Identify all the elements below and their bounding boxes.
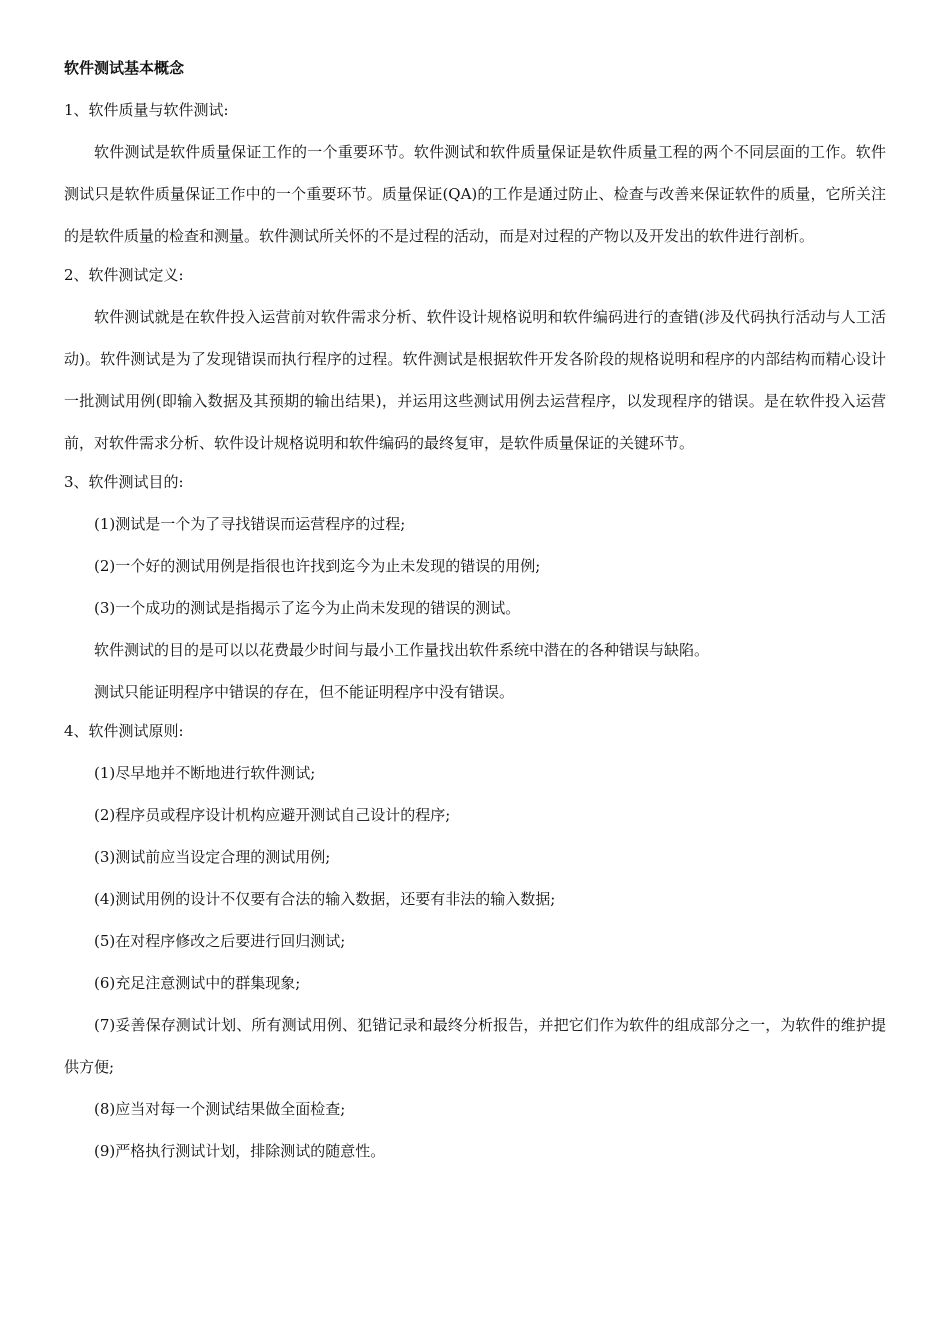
list-item: (4)测试用例的设计不仅要有合法的输入数据，还要有非法的输入数据; (94, 890, 556, 908)
list-item: (1)尽早地并不断地进行软件测试; (94, 764, 316, 782)
list-item: (8)应当对每一个测试结果做全面检查; (94, 1100, 346, 1118)
section-purpose (64, 470, 886, 713)
list-item: (3)测试前应当设定合理的测试用例; (94, 848, 331, 866)
list-item: (5)在对程序修改之后要进行回归测试; (94, 932, 346, 950)
section-heading: 4、软件测试原则: (64, 722, 184, 740)
list-item: (2)程序员或程序设计机构应避开测试自己设计的程序; (94, 806, 451, 824)
list-item: (3)一个成功的测试是指揭示了迄今为止尚未发现的错误的测试。 (94, 599, 521, 617)
purpose-list (64, 503, 886, 713)
section-paragraph: 软件测试是软件质量保证工作的一个重要环节。软件测试和软件质量保证是软件质量工程的两个不同层面的工作。软件测试只是软件质量保证工作中的一个重要环节。质量保证(QA)的工作是通过防止、检查与改善来保证软件的质量，它所关注的是软件质量的检查和测量。软件测试所关怀的不是过程的活动，而是对过程的产物以及开发出的软件进行剖析。 (64, 143, 886, 245)
section-heading: 1、软件质量与软件测试: (64, 101, 229, 119)
section-heading: 2、软件测试定义: (64, 266, 184, 284)
section-principles (64, 719, 886, 1172)
list-item: 测试只能证明程序中错误的存在，但不能证明程序中没有错误。 (94, 683, 515, 701)
list-item: (9)严格执行测试计划，排除测试的随意性。 (94, 1142, 386, 1160)
document-title: 软件测试基本概念 (64, 59, 185, 77)
section-definition (64, 263, 886, 464)
section-quality (64, 98, 886, 257)
list-item: (2)一个好的测试用例是指很也许找到迄今为止未发现的错误的用例; (94, 557, 541, 575)
list-item: (1)测试是一个为了寻找错误而运营程序的过程; (94, 515, 406, 533)
list-item: (6)充足注意测试中的群集现象; (94, 974, 301, 992)
list-item: 软件测试的目的是可以以花费最少时间与最小工作量找出软件系统中潜在的各种错误与缺陷。 (94, 641, 710, 659)
list-item: (7)妥善保存测试计划、所有测试用例、犯错记录和最终分析报告，并把它们作为软件的组成部分之一，为软件的维护提供方便; (64, 1016, 886, 1076)
section-paragraph: 软件测试就是在软件投入运营前对软件需求分析、软件设计规格说明和软件编码进行的查错(涉及代码执行活动与人工活动)。软件测试是为了发现错误而执行程序的过程。软件测试是根据软件开发各阶段的规格说明和程序的内部结构而精心设计一批测试用例(即输入数据及其预期的输出结果)，并运用这些测试用例去运营程序，以发现程序的错误。是在软件投入运营前，对软件需求分析、软件设计规格说明和软件编码的最终复审，是软件质量保证的关键环节。 (64, 308, 886, 452)
section-heading: 3、软件测试目的: (64, 473, 184, 491)
principles-list (64, 752, 886, 1172)
